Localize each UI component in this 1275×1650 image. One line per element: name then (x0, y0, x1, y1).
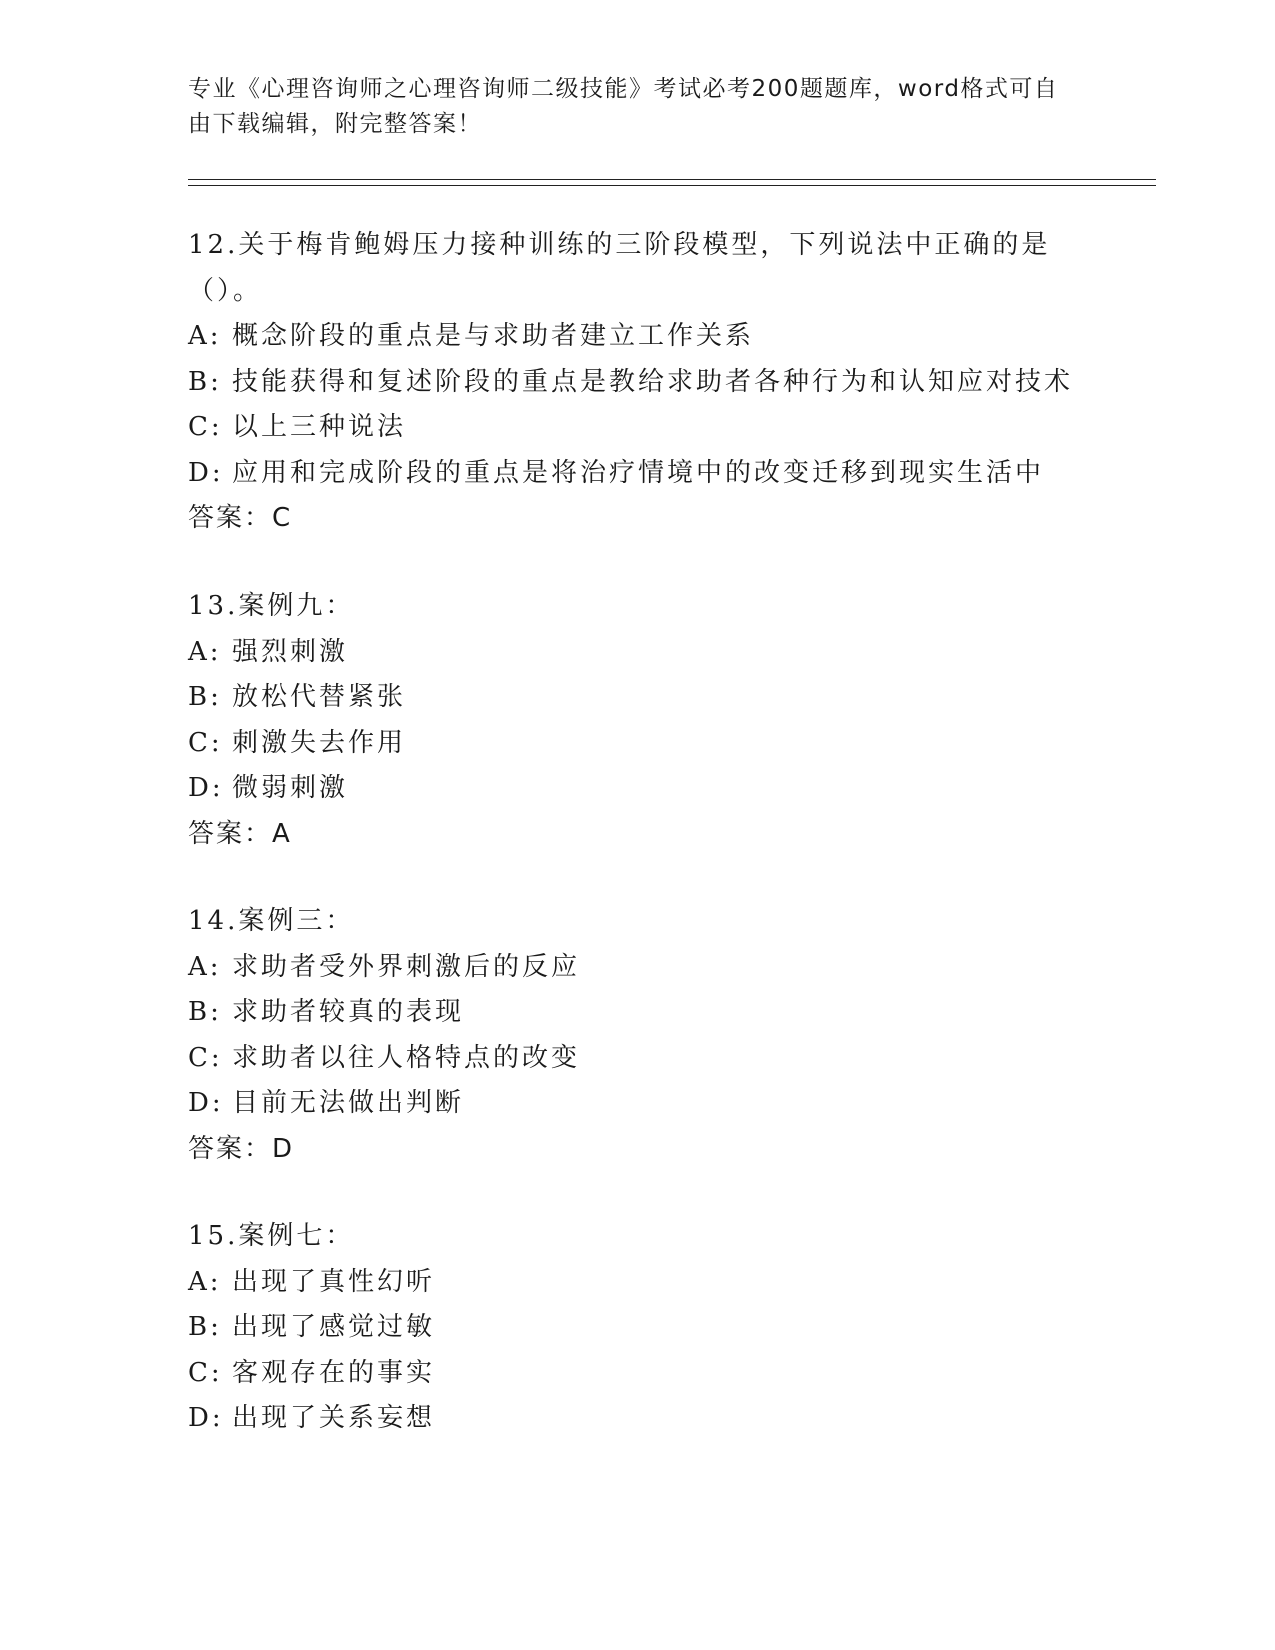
option-text: 刺激失去作用 (232, 727, 407, 758)
option-text: 以上三种说法 (232, 412, 407, 442)
option-b (188, 990, 1088, 1036)
option-label: D: (188, 457, 224, 488)
header-divider-top (188, 179, 1156, 180)
option-label: C: (188, 1357, 223, 1388)
option-a (188, 1260, 1088, 1306)
option-d (188, 1081, 1088, 1127)
option-c (188, 1351, 1088, 1397)
question-13 (188, 584, 1088, 857)
option-b (188, 675, 1088, 721)
option-text: 出现了真性幻听 (232, 1266, 436, 1297)
option-label: A: (188, 1266, 222, 1297)
option-text: 出现了关系妄想 (232, 1403, 436, 1433)
option-label: D: (188, 773, 224, 803)
option-label: C: (188, 1042, 223, 1073)
option-text: 微弱刺激 (232, 773, 349, 803)
option-text: 技能获得和复述阶段的重点是教给求助者各种行为和认知应对技术 (232, 366, 1074, 397)
option-text: 概念阶段的重点是与求助者建立工作关系 (232, 321, 755, 351)
option-label: B: (188, 682, 222, 712)
answer-line: 答案：A (188, 818, 292, 849)
question-stem: 13.案例九： (188, 591, 355, 621)
option-label: A: (188, 951, 222, 982)
question-stem: 15.案例七： (188, 1221, 355, 1251)
option-c (188, 1036, 1088, 1082)
option-label: B: (188, 1312, 222, 1342)
option-label: A: (188, 636, 222, 667)
option-text: 求助者以往人格特点的改变 (232, 1042, 581, 1073)
answer-line: 答案：C (188, 503, 293, 533)
document-header-intro: 专业《心理咨询师之心理咨询师二级技能》考试必考200题题库，word格式可自由下载编辑，附完整答案！ (188, 76, 1059, 137)
answer-line: 答案：D (188, 1133, 295, 1164)
option-a (188, 945, 1088, 991)
option-label: D: (188, 1403, 224, 1433)
question-stem: 12.关于梅肯鲍姆压力接种训练的三阶段模型，下列说法中正确的是（）。 (188, 230, 1051, 306)
question-14 (188, 899, 1088, 1172)
option-text: 应用和完成阶段的重点是将治疗情境中的改变迁移到现实生活中 (232, 457, 1045, 488)
option-b (188, 360, 1088, 406)
option-c (188, 405, 1088, 451)
option-d (188, 766, 1088, 812)
option-c (188, 721, 1088, 767)
option-text: 目前无法做出判断 (232, 1088, 465, 1118)
option-text: 出现了感觉过敏 (232, 1312, 436, 1342)
option-label: B: (188, 366, 222, 397)
question-stem: 14.案例三： (188, 906, 355, 936)
option-label: D: (188, 1088, 224, 1118)
option-a (188, 630, 1088, 676)
option-text: 放松代替紧张 (232, 682, 407, 712)
option-label: B: (188, 997, 222, 1027)
option-text: 求助者受外界刺激后的反应 (232, 951, 581, 982)
question-12 (188, 222, 1088, 542)
option-label: C: (188, 412, 223, 442)
option-text: 求助者较真的表现 (232, 997, 465, 1027)
option-d (188, 1396, 1088, 1442)
question-15 (188, 1214, 1088, 1442)
option-label: C: (188, 727, 223, 758)
option-label: A: (188, 321, 222, 351)
option-text: 客观存在的事实 (232, 1357, 436, 1388)
option-a (188, 314, 1088, 360)
option-b (188, 1305, 1088, 1351)
header-divider-bottom (188, 185, 1156, 186)
option-d (188, 451, 1088, 497)
option-text: 强烈刺激 (232, 636, 349, 667)
